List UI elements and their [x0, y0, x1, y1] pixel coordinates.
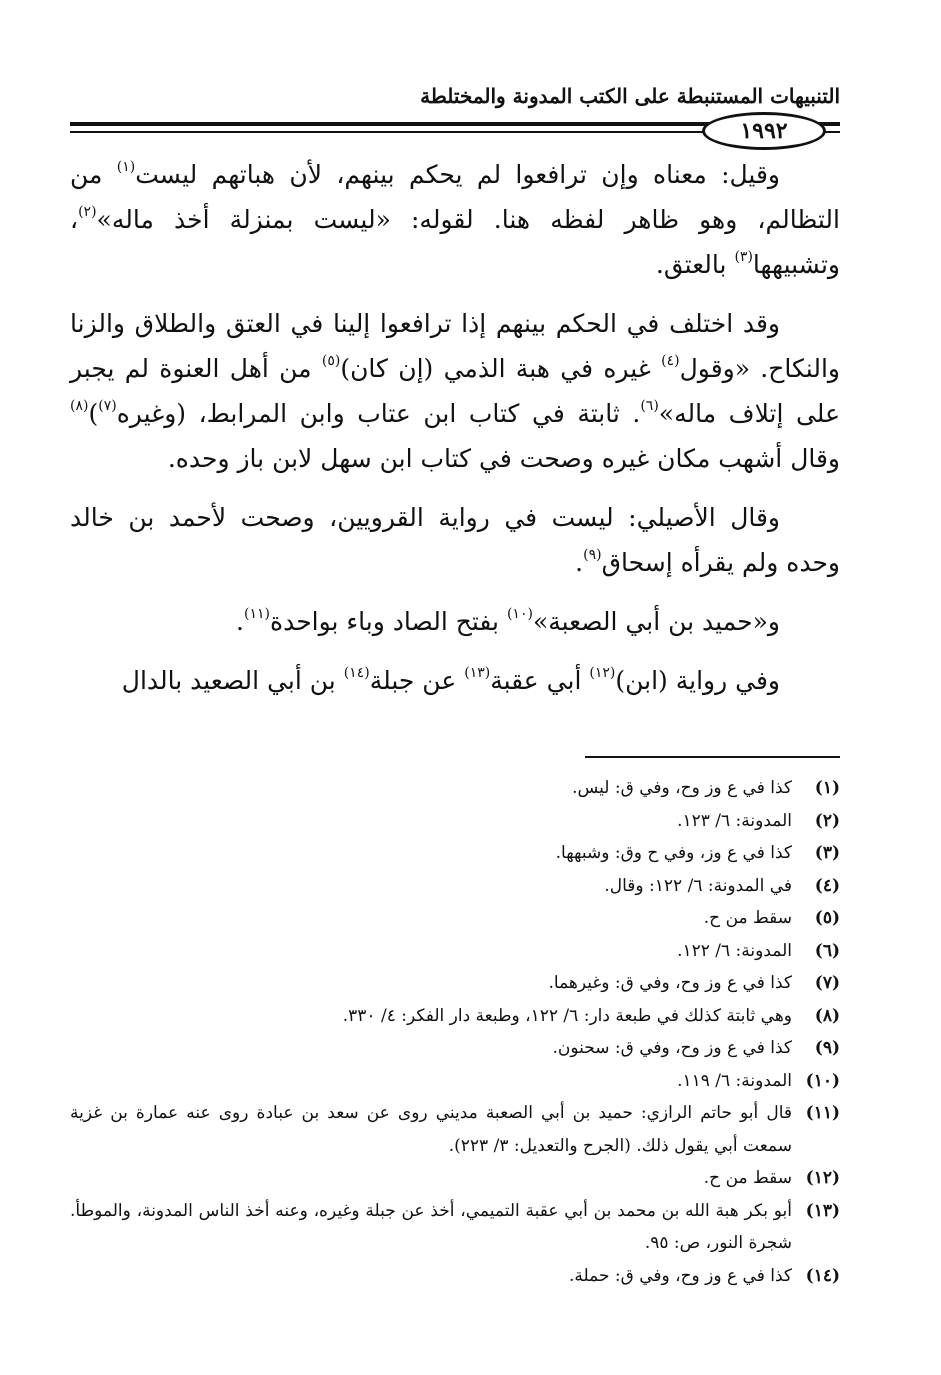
footnote-text: قال أبو حاتم الرازي: حميد بن أبي الصعبة مديني روى عن سعد بن عبادة روى عنه عمارة بن غزية سمعت أبي يقول ذلك. (الجرح والتعديل: ٣/ ٢٢٣). — [70, 1103, 792, 1156]
footnote — [70, 902, 840, 935]
footnote-text: كذا في ع وز وح، وفي ق: سحنون. — [552, 1038, 792, 1058]
footnote-number: (١٢) — [805, 1168, 840, 1188]
footnote-ref[interactable]: (٦) — [640, 398, 659, 414]
footnote — [70, 967, 840, 1000]
footnote-number: (٣) — [814, 843, 840, 863]
text-run: وقد اختلف في الحكم بينهم إذا ترافعوا إلينا في العتق والطلاق والزنا والنكاح. «وقول — [70, 309, 840, 383]
footnote-ref[interactable]: (٨) — [70, 398, 89, 414]
footnote — [70, 1195, 840, 1260]
text-run: . — [575, 548, 584, 577]
footnote-number: (١٤) — [805, 1265, 840, 1286]
footnote-number: (٥) — [814, 908, 840, 928]
footnote-text: المدونة: ٦/ ١١٩. — [677, 1070, 792, 1091]
footnote-text: أبو بكر هبة الله بن محمد بن أبي عقبة التميمي، أخذ عن جبلة وغيره، وعنه أخذ الناس المدونة، والموطأ. شجرة النور، ص: ٩٥. — [70, 1200, 792, 1253]
footnote-number: (١٣) — [805, 1200, 840, 1221]
text-run: ) — [88, 399, 99, 428]
running-title: التنبيهات المستنبطة على الكتب المدونة والمختلطة — [420, 84, 840, 108]
footnote-ref[interactable]: (١) — [116, 159, 136, 175]
footnote-number: (١) — [814, 778, 840, 798]
footnote-ref[interactable]: (١٠) — [506, 606, 533, 622]
footnote-ref[interactable]: (١٢) — [589, 665, 616, 681]
paragraph — [70, 495, 840, 585]
footnote-ref[interactable]: (٥) — [321, 353, 341, 369]
footnote — [70, 1065, 840, 1098]
footnote-number: (٢) — [814, 810, 840, 831]
footnote-text: كذا في ع وز وح، وفي ق: حملة. — [568, 1265, 792, 1286]
text-run: و«حميد بن أبي الصعبة» — [532, 607, 780, 636]
footnote-ref[interactable]: (٤) — [661, 353, 680, 369]
footnote — [70, 1032, 840, 1065]
footnote-number: (٤) — [814, 875, 840, 896]
footnote-ref[interactable]: (٣) — [734, 249, 753, 265]
paragraph — [70, 599, 840, 644]
footnote-text: وهي ثابتة كذلك في طبعة دار: ٦/ ١٢٢، وطبعة دار الفكر: ٤/ ٣٣٠. — [342, 1005, 792, 1026]
footnote — [70, 1097, 840, 1162]
footnote-number: (١١) — [805, 1103, 840, 1123]
page-header — [70, 84, 840, 114]
main-text — [70, 152, 840, 703]
footnote-text: في المدونة: ٦/ ١٢٢: وقال. — [604, 875, 792, 896]
footnote-ref[interactable]: (١٤) — [343, 665, 370, 681]
text-run: ، وتشبيهها — [70, 205, 840, 279]
footnote — [70, 1162, 840, 1195]
footnote-number: (٧) — [814, 973, 840, 993]
footnote — [70, 870, 840, 903]
footnote-number: (٦) — [814, 940, 840, 961]
footnote-text: سقط من ح. — [703, 908, 792, 928]
footnote-ref[interactable]: (١٣) — [464, 665, 491, 681]
footnote-ref[interactable]: (٩) — [583, 547, 602, 563]
footnote-text: سقط من ح. — [703, 1168, 792, 1188]
footnote-ref[interactable]: (١١) — [244, 606, 270, 622]
text-run: غيره في هبة الذمي (إن كان) — [340, 354, 662, 383]
paragraph — [70, 301, 840, 481]
footnote-text: المدونة: ٦/ ١٢٣. — [677, 810, 792, 831]
footnote-text: كذا في ع وز، وفي ح وق: وشبهها. — [555, 843, 792, 863]
text-run: بالعتق. — [655, 250, 735, 279]
text-run: من التظالم، وهو ظاهر لفظه هنا. لقوله: «ليست بمنزلة أخذ ماله» — [70, 160, 840, 234]
footnote — [70, 772, 840, 805]
text-run: . — [236, 607, 244, 636]
text-run: أبي عقبة — [490, 666, 590, 695]
footnote-text: كذا في ع وز وح، وفي ق: وغيرهما. — [548, 973, 792, 993]
page-number-badge: ١٩٩٢ — [702, 112, 826, 150]
footnote-text: المدونة: ٦/ ١٢٢. — [677, 940, 792, 961]
footnote-number: (١٠) — [805, 1070, 840, 1091]
footnote-number: (٩) — [814, 1038, 840, 1058]
footnote-separator — [585, 756, 840, 758]
text-run: . ثابتة في كتاب ابن عتاب وابن المرابط، (وغيره — [116, 399, 641, 428]
text-run: عن جبلة — [369, 666, 465, 695]
footnote-text: كذا في ع وز وح، وفي ق: ليس. — [572, 778, 792, 798]
text-run: وقال الأصيلي: ليست في رواية القرويين، وصحت لأحمد بن خالد وحده ولم يقرأه إسحاق — [70, 503, 840, 577]
footnote — [70, 1000, 840, 1033]
paragraph — [70, 658, 840, 703]
text-run: من أهل العنوة لم يجبر على إتلاف ماله» — [70, 354, 840, 428]
footnote-ref[interactable]: (٢) — [78, 204, 97, 220]
text-run: بن أبي الصعيد بالدال — [121, 666, 344, 695]
footnote — [70, 1260, 840, 1293]
text-run: بفتح الصاد وباء بواحدة — [269, 607, 507, 636]
footnote-number: (٨) — [814, 1005, 840, 1026]
text-run: وفي رواية (ابن) — [615, 666, 780, 695]
footnotes — [70, 772, 840, 1292]
footnote — [70, 805, 840, 838]
footnote — [70, 935, 840, 968]
footnote-ref[interactable]: (٧) — [98, 398, 117, 414]
text-run: وقال أشهب مكان غيره وصحت في كتاب ابن سهل لابن باز وحده. — [167, 444, 840, 473]
footnote — [70, 837, 840, 870]
paragraph — [70, 152, 840, 287]
text-run: وقيل: معناه وإن ترافعوا لم يحكم بينهم، لأن هباتهم ليست — [135, 160, 780, 189]
